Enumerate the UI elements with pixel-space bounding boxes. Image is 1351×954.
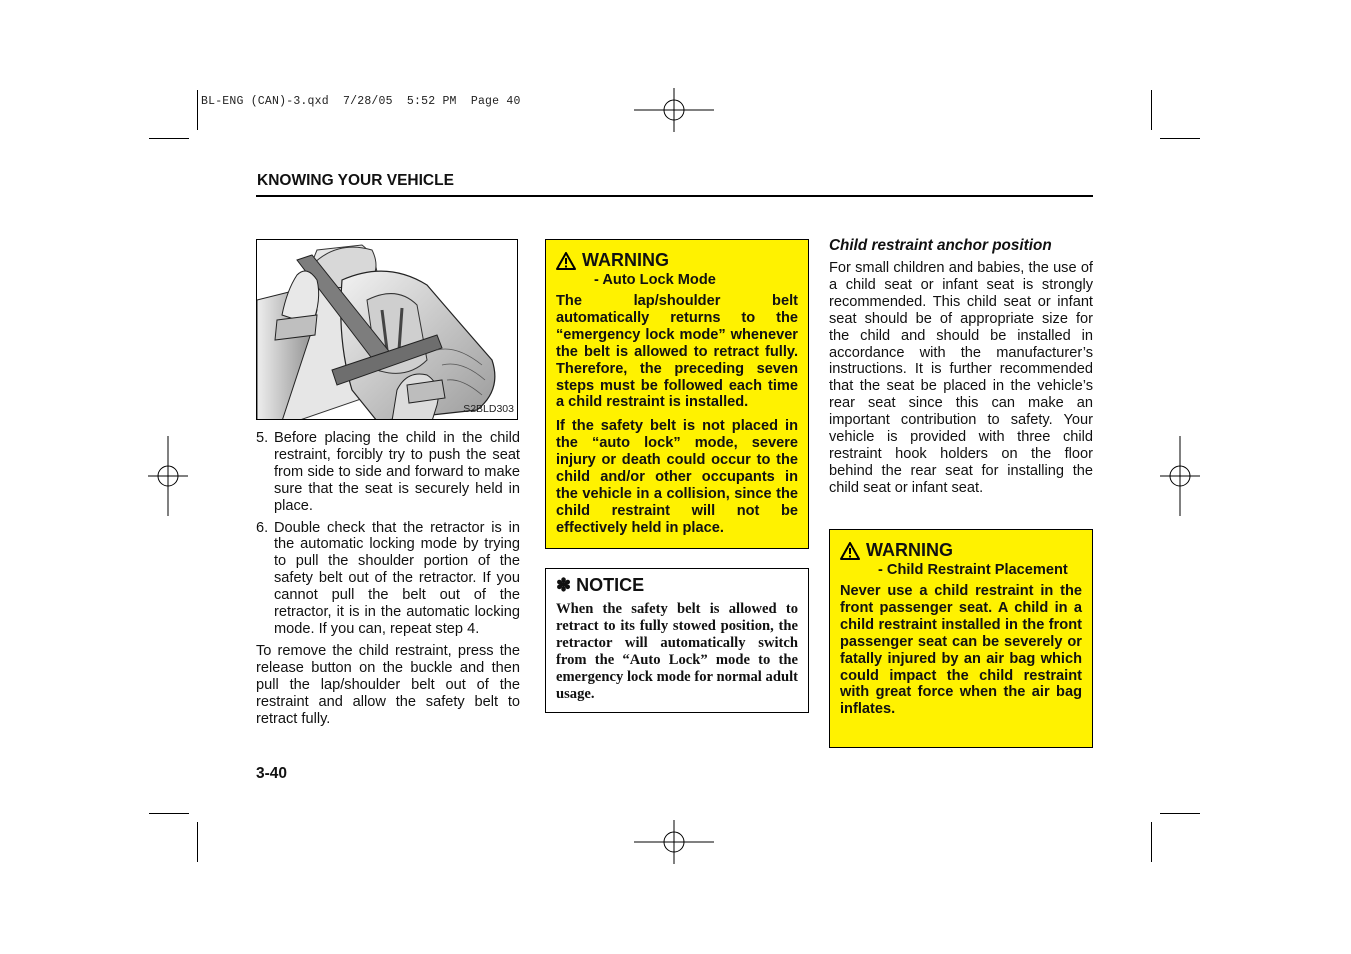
warning-heading-text: WARNING xyxy=(866,540,953,560)
warning-subheading: - Child Restraint Placement xyxy=(878,562,1068,578)
child-seat-illustration xyxy=(256,239,518,420)
notice-box xyxy=(545,568,809,713)
registration-mark-left-icon xyxy=(128,436,208,516)
step-text: Before placing the child in the child restraint, forcibly try to push the seat from side to side and forward to make sure that the seat is securely held in place. xyxy=(274,430,520,514)
list-item xyxy=(256,520,520,638)
warning-subheading: - Auto Lock Mode xyxy=(594,272,716,288)
registration-mark-right-icon xyxy=(1140,436,1220,516)
step-number: 5. xyxy=(256,430,269,446)
seat-belt-illustration-icon xyxy=(257,240,518,420)
page-number: 3-40 xyxy=(256,765,288,782)
print-slug: BL-ENG (CAN)-3.qxd 7/28/05 5:52 PM Page 40 xyxy=(201,95,521,108)
anchor-section-text: For small children and babies, the use of a child seat or infant seat is strongly recommended. This child seat or infant seat should be of appropriate size for the child and should be installed in accordance with the manufacturer’s instructions. It is further recommended that the seat be placed in the vehicle’s rear seat since this can make an important contribution to safety. Your vehicle is provided with three child restraint hook holders on the floor behind the rear seat for installing the child seat or infant seat. xyxy=(829,260,1093,496)
header-rule xyxy=(256,195,1093,197)
warning-heading xyxy=(556,250,798,271)
step-text: Double check that the retractor is in the automatic locking mode by trying to pull the shoulder portion of the safety belt out of the retractor. If you cannot pull the belt out of the retractor, it is in the automatic locking mode. If you can, repeat step 4. xyxy=(274,519,520,637)
anchor-section-title: Child restraint anchor position xyxy=(829,237,1052,254)
steps-list xyxy=(256,430,520,727)
warning-child-restraint-box xyxy=(829,529,1093,748)
registration-mark-bottom-icon xyxy=(634,802,714,882)
warning-auto-lock-box xyxy=(545,239,809,549)
warning-paragraph: The lap/shoulder belt automatically returns to the “emergency lock mode” whenever the belt is allowed to retract fully. Therefore, the preceding seven steps must be followed each time a child restraint is installed. xyxy=(556,293,798,411)
warning-triangle-icon xyxy=(840,542,860,560)
warning-heading-text: WARNING xyxy=(582,250,669,270)
warning-triangle-icon xyxy=(556,252,576,270)
section-title: KNOWING YOUR VEHICLE xyxy=(257,172,454,189)
warning-paragraph: If the safety belt is not placed in the “auto lock” mode, severe injury or death could occur to the child and/or other occupants in the vehicle in a collision, since the child restraint will not be effectively held in place. xyxy=(556,418,798,536)
notice-heading: ✽ NOTICE xyxy=(556,575,645,595)
figure-code: S2BLD303 xyxy=(463,403,514,415)
warning-paragraph: Never use a child restraint in the front passenger seat. A child in a child restraint installed in the front passenger seat can be severely or fatally injured by an air bag which could impact the child restraint with great force when the air bag inflates. xyxy=(840,583,1082,718)
list-item xyxy=(256,430,520,515)
remove-restraint-paragraph: To remove the child restraint, press the release button on the buckle and then pull the lap/shoulder belt out of the restraint and allow the safety belt to retract fully. xyxy=(256,642,520,727)
warning-heading xyxy=(840,540,1082,561)
registration-mark-top-icon xyxy=(634,70,714,150)
notice-text: When the safety belt is allowed to retract to its fully stowed position, the retractor will automatically switch from the “Auto Lock” mode to the emergency lock mode for normal adult usage. xyxy=(556,601,798,702)
step-number: 6. xyxy=(256,519,269,536)
